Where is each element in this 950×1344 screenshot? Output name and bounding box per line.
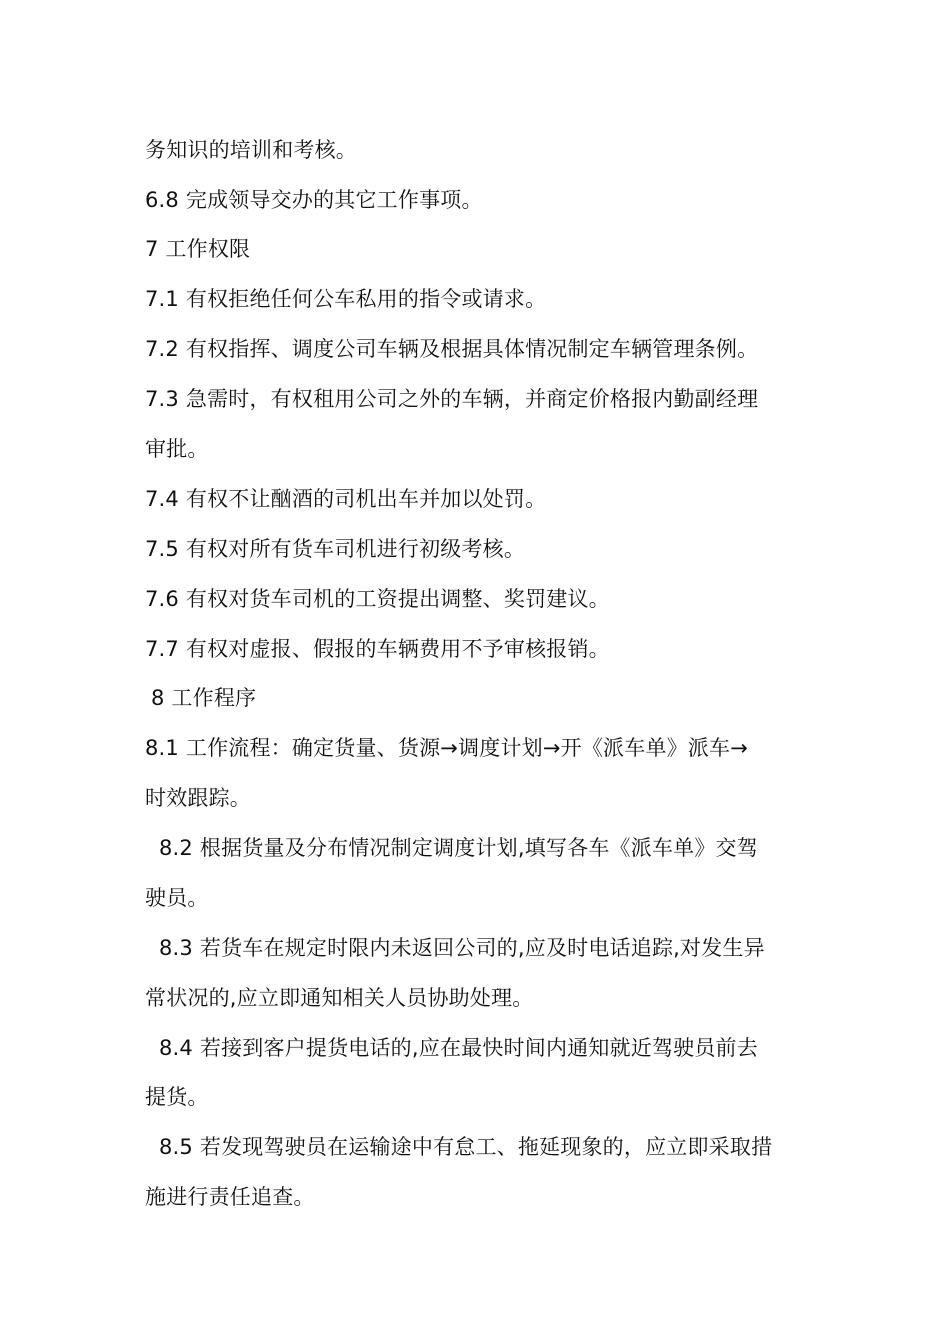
- text-line: 7.5 有权对所有货车司机进行初级考核。: [145, 537, 526, 561]
- text-line: 提货。: [145, 1085, 209, 1109]
- text-line: 7.3 急需时，有权租用公司之外的车辆，并商定价格报内勤副经理: [145, 387, 759, 411]
- text-line: 8.3 若货车在规定时限内未返回公司的,应及时电话追踪,对发生异: [159, 936, 765, 960]
- text-line: 7.1 有权拒绝任何公车私用的指令或请求。: [145, 287, 547, 311]
- section-heading: 8 工作程序: [151, 686, 257, 710]
- text-line: 审批。: [145, 437, 209, 461]
- text-line: 常状况的,应立即通知相关人员协助处理。: [145, 986, 534, 1010]
- text-line: 驶员。: [145, 886, 209, 910]
- text-line: 施进行责任追查。: [145, 1185, 315, 1209]
- text-line: 7.7 有权对虚报、假报的车辆费用不予审核报销。: [145, 637, 610, 661]
- text-line: 务知识的培训和考核。: [145, 138, 357, 162]
- section-heading: 7 工作权限: [145, 237, 251, 261]
- text-line: 7.6 有权对货车司机的工资提出调整、奖罚建议。: [145, 587, 610, 611]
- text-line: 时效跟踪。: [145, 786, 251, 810]
- text-line: 8.5 若发现驾驶员在运输途中有怠工、拖延现象的，应立即采取措: [159, 1135, 773, 1159]
- text-line: 8.1 工作流程：确定货量、货源→调度计划→开《派车单》派车→: [145, 736, 749, 760]
- text-line: 8.2 根据货量及分布情况制定调度计划,填写各车《派车单》交驾: [159, 836, 758, 860]
- text-line: 7.2 有权指挥、调度公司车辆及根据具体情况制定车辆管理条例。: [145, 337, 759, 361]
- text-line: 6.8 完成领导交办的其它工作事项。: [145, 188, 483, 212]
- text-line: 7.4 有权不让酗酒的司机出车并加以处罚。: [145, 487, 547, 511]
- text-line: 8.4 若接到客户提货电话的,应在最快时间内通知就近驾驶员前去: [159, 1036, 758, 1060]
